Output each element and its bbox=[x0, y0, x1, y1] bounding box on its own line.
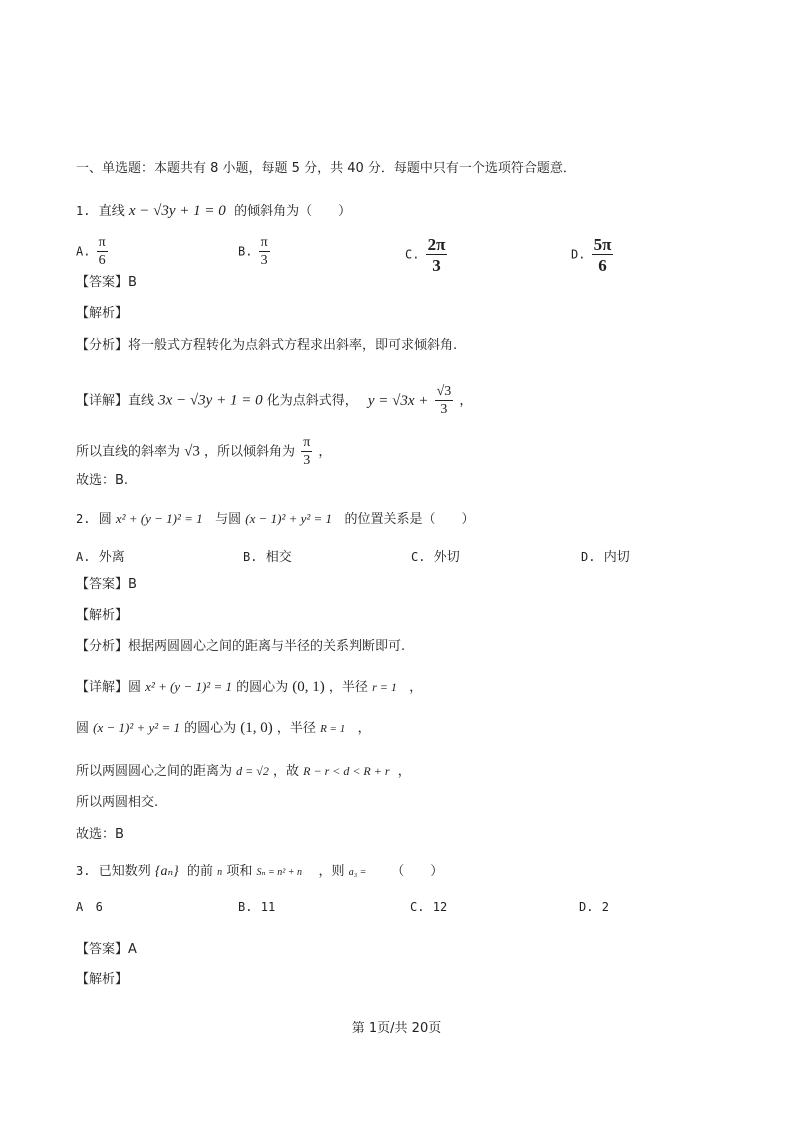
option-b[interactable]: B. $\frac{\pi}{3}$ bbox=[238, 235, 268, 268]
fraction: $\frac{√3}{3}$ bbox=[436, 384, 452, 417]
detail-2-line-2: 圆 (x − 1)² + y² = 1 的圆心为 (1, 0) ，半径 R = 1 ， bbox=[76, 720, 371, 736]
option-c[interactable]: C. $\frac{2\pi}{3}$ bbox=[405, 235, 446, 275]
choose-1: 故选：B. bbox=[76, 473, 129, 488]
detail-1: 【详解】直线 3x − √3y + 1 = 0 化为点斜式得， y = √3x + $\frac{√3}{3}$ ， bbox=[76, 384, 473, 417]
option-d[interactable]: D. $\frac{5\pi}{6}$ bbox=[571, 235, 612, 275]
analysis-tag-2: 【解析】 bbox=[76, 608, 129, 623]
fraction: $\frac{5\pi}{6}$ bbox=[593, 235, 612, 275]
question-number: 1. bbox=[76, 204, 91, 218]
option-b[interactable]: B. 相交 bbox=[243, 550, 292, 565]
option-a[interactable]: A 6 bbox=[76, 900, 103, 914]
page-footer: 第 1页/共 20页 bbox=[351, 1021, 442, 1036]
option-c[interactable]: C. 外切 bbox=[411, 550, 460, 565]
fenxi-2: 【分析】根据两圆圆心之间的距离与半径的关系判断即可. bbox=[76, 639, 406, 654]
question-number: 3. bbox=[76, 864, 91, 878]
question-2-stem: 2. 圆 x² + (y − 1)² = 1 与圆 (x − 1)² + y² = 1 的位置关系是（ ） bbox=[76, 511, 475, 527]
option-d[interactable]: D. 2 bbox=[579, 900, 609, 914]
option-d[interactable]: D. 内切 bbox=[581, 550, 630, 565]
line-equation: x − √3y + 1 = 0 bbox=[128, 203, 226, 219]
conclusion-2: 所以两圆相交. bbox=[76, 795, 159, 810]
fraction: $\frac{\pi}{3}$ bbox=[303, 435, 311, 468]
answer-2: 【答案】B bbox=[76, 577, 137, 592]
fraction: $\frac{\pi}{6}$ bbox=[98, 235, 106, 268]
question-3-stem: 3. 已知数列 {aₙ} 的前 n 项和 Sₙ = n² + n ，则 a₃ = （ ） bbox=[76, 864, 444, 879]
analysis-tag-3: 【解析】 bbox=[76, 972, 129, 987]
choose-2: 故选：B bbox=[76, 827, 124, 842]
fraction: $\frac{2\pi}{3}$ bbox=[427, 235, 446, 275]
option-b[interactable]: B. 11 bbox=[238, 900, 276, 914]
answer-3: 【答案】A bbox=[76, 942, 137, 957]
detail-2-line-3: 所以两圆圆心之间的距离为 d = √2 ，故 R − r < d < R + r ， bbox=[76, 764, 411, 779]
option-c[interactable]: C. 12 bbox=[410, 900, 448, 914]
detail-2-line-1: 【详解】圆 x² + (y − 1)² = 1 的圆心为 (0, 1) ，半径 r = 1 ， bbox=[76, 679, 423, 695]
fraction: $\frac{\pi}{3}$ bbox=[260, 235, 268, 268]
option-a[interactable]: A. 外离 bbox=[76, 550, 125, 565]
option-a[interactable]: A. $\frac{\pi}{6}$ bbox=[76, 235, 106, 268]
question-number: 2. bbox=[76, 512, 91, 526]
section-heading: 一、单选题：本题共有 8 小题，每题 5 分，共 40 分．每题中只有一个选项符合题意． bbox=[76, 161, 576, 176]
analysis-tag-1: 【解析】 bbox=[76, 306, 129, 321]
slope-line-1: 所以直线的斜率为 √3 ，所以倾斜角为 $\frac{\pi}{3}$ ， bbox=[76, 435, 332, 468]
question-1-stem: 1. 直线 x − √3y + 1 = 0 的倾斜角为（ ） bbox=[76, 203, 352, 219]
answer-1: 【答案】B bbox=[76, 275, 137, 290]
fenxi-1: 【分析】将一般式方程转化为点斜式方程求出斜率，即可求倾斜角. bbox=[76, 338, 458, 353]
